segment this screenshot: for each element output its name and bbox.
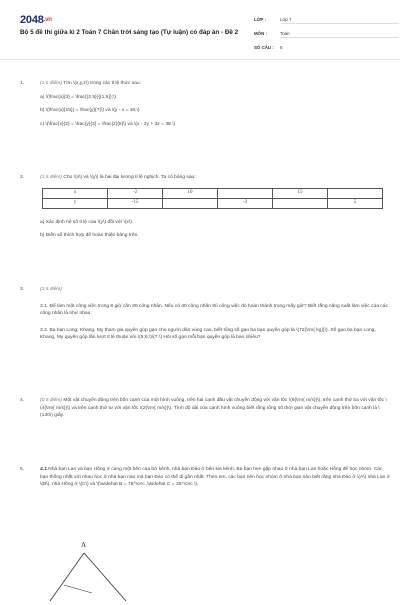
triangle-side-ac <box>84 553 126 601</box>
question-number: 2. <box>20 175 25 180</box>
question-number: 3. <box>20 287 25 292</box>
question-part-c: c) \(\frac{x}{2} = \frac{y}{3} = \frac{z}{5}\) và \(x - 2y + 3z = 38.\) <box>40 121 176 127</box>
table-row <box>43 198 383 208</box>
question-points: (0,5 điểm) <box>40 398 63 403</box>
triangle-figure <box>48 535 168 605</box>
point-a-label: A <box>81 541 87 549</box>
meta-subject-label: MÔN : <box>254 31 267 36</box>
question-part-a: a) \(\frac{x}{3} = \frac{{2,5}}{{1,5}};\) <box>40 94 117 100</box>
triangle-side-ab <box>50 553 84 601</box>
table-cell: -3 <box>218 198 273 208</box>
proportion-table <box>42 188 383 209</box>
table-cell: 15 <box>273 188 328 198</box>
question-text: Cho \(x\) và \(y\) là hai đại lượng tỉ lệ nghịch. Ta có bảng sau: <box>62 175 196 180</box>
question-points: (1,5 điểm) <box>40 81 63 86</box>
table-cell: x <box>43 188 108 198</box>
table-cell: -15 <box>108 198 163 208</box>
question-text: Tìm \(x,y,z\) trong các tỉ lệ thức sau: <box>62 81 141 86</box>
question-points: (2,5 điểm) <box>40 287 63 292</box>
table-row <box>43 188 383 198</box>
header-divider <box>0 59 400 60</box>
table-cell: 5 <box>328 198 383 208</box>
meta-subject <box>254 31 290 36</box>
logo-number: 2048 <box>20 14 44 26</box>
question-text: Một vật chuyển động trên bốn cạnh của một hình vuông, trên hai cạnh đầu vật chuyển động với vận tốc \(6{\rm{ m/s}}\), trên cạnh thứ ba với vận tốc \(4{\rm{ m/s}}\) và trên cạnh thứ tư với vận tốc \(2{\rm{ m/s}}\). Tính độ dài của cạnh hình vuông biết rằng tổng số thời gian vật chuyển động trên bốn cạnh là \(130\) giây. <box>40 398 387 419</box>
meta-count-label: SỐ CÂU : <box>254 45 274 50</box>
question-lead: 4.1. <box>40 467 49 472</box>
question-part-b: b) \(\frac{x}{15}} = \frac{y}{7}\) và \(y - x = 16;\) <box>40 108 140 114</box>
meta-count-value: 5 <box>280 45 283 50</box>
question-number: 1. <box>20 81 25 86</box>
meta-class <box>254 17 291 22</box>
table-cell <box>163 198 218 208</box>
table-cell <box>218 188 273 198</box>
question-text: Nhà bạn Lan và bạn Hồng ở cùng một bên của bờ kênh, nhà bạn Đào ở bên kia kênh. Ba bạn hẹn gặp nhau ở nhà bạn Lan hoặc Hồng để học nhóm. Các bạn thống nhất với nhau học ở nhà bạn nào mà bạn Đào có thể đi gần nhất. Theo em, các bạn nên học nhóm ở nhà bạn nào biết rằng nhà Đào ở \(A\) nhà Lan ở \(B\), nhà Hồng ở \(C\) và \(\widehat B = 75^\circ ,\widehat C = 35^\circ \). <box>40 467 390 488</box>
table-cell: 10 <box>163 188 218 198</box>
question-part-3-2: 3.2. Ba bạn Long, Khang, My tham gia quyên góp gạo cho người dân vùng cao, biết tổng số gạo ba bạn quyên góp là \(72{\rm{ kg}}\). Số gạo ba bạn Long, Khang, My quyên góp lần lượt tỉ lệ thuận với \(5;6;\)\(7.\) Hỏi số gạo mỗi bạn quyên góp là bao nhiêu? <box>40 327 376 341</box>
question-points: (1,5 điểm) <box>40 175 63 180</box>
table-cell <box>273 198 328 208</box>
table-cell <box>328 188 383 198</box>
question-number: 4. <box>20 398 25 403</box>
canal-line <box>64 585 92 593</box>
meta-question-count <box>254 45 282 50</box>
meta-class-label: LỚP : <box>254 17 266 22</box>
question-part-3-1: 3.1. Để làm một công việc trong 8 giờ cần 30 công nhân. Nếu có 40 công nhân thì công việc đó hoàn thành trong mấy giờ? Biết rằng năng suất làm việc của các công nhân là như nhau. <box>40 303 388 317</box>
logo-suffix: .vn <box>43 17 52 24</box>
question-number: 5. <box>20 467 25 472</box>
question-part-b: b) Điền số thích hợp để hoàn thiện bảng trên. <box>40 233 139 239</box>
meta-class-value: Lớp 7 <box>280 17 292 22</box>
document-title: Bộ 5 đề thi giữa kì 2 Toán 7 Chân trời sáng tạo (Tự luận) có đáp án - Đề 2 <box>20 29 239 36</box>
meta-subject-value: Toán <box>280 31 290 36</box>
question-part-a: a) Xác định hệ số tỉ lệ của \(y\) đối với \(x\). <box>40 219 134 225</box>
site-logo[interactable] <box>20 14 52 26</box>
table-cell: -2 <box>108 188 163 198</box>
table-cell: y <box>43 198 108 208</box>
